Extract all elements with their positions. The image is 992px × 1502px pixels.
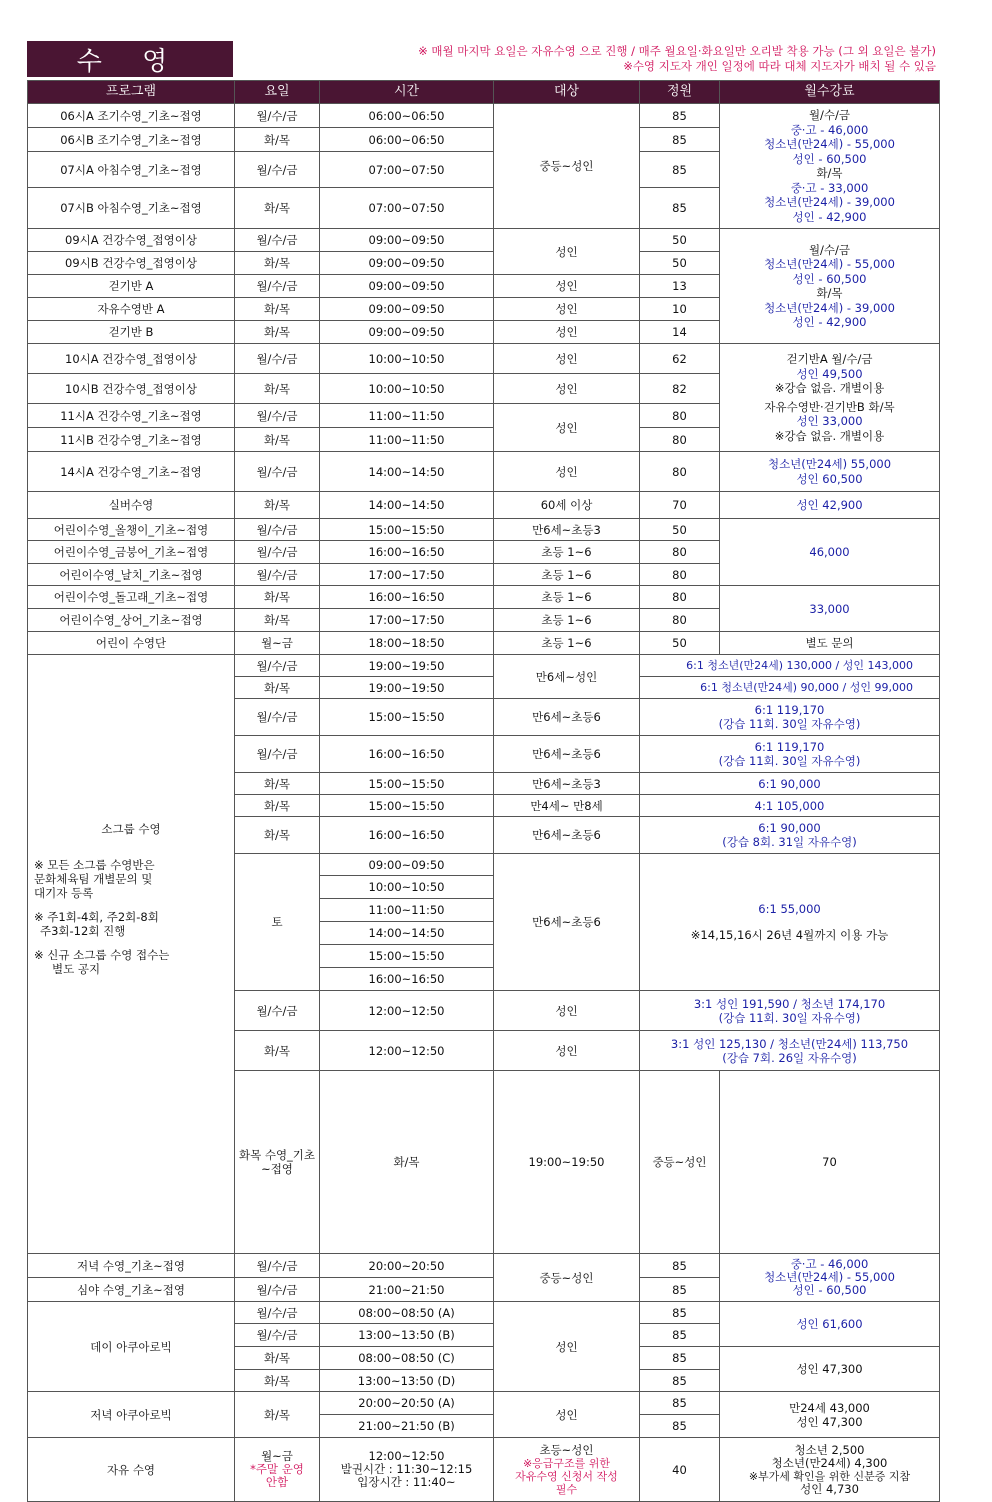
table-row: 월/수/금 12:00~12:50 성인 3:1 성인 191,590 / 청소년 174,170 (강습 11회. 30일 자유수영) [28, 991, 940, 1031]
table-row: 11시B 건강수영_기초~접영 화/목 11:00~11:50 80 [28, 428, 940, 452]
table-row: 어린이수영_올챙이_기초~접영 월/수/금 15:00~15:50 만6세~초등3 50 46,000 [28, 519, 940, 541]
table-row: 09시A 건강수영_접영이상 월/수/금 09:00~09:50 성인 50 월/수/금 청소년(만24세) - 55,000 성인 - 60,500 화/목 청소년(만24세) - 39,000 성인 - 42,900 [28, 229, 940, 252]
fee-cell: 걷기반A 월/수/금 성인 49,500 ※강습 없음. 개별이용 자유수영반·걷기반B 화/목 성인 33,000 ※강습 없음. 개별이용 [720, 344, 940, 452]
fee-cell: 청소년(만24세) 55,000 성인 60,500 [720, 452, 940, 492]
table-row [28, 104, 940, 128]
table-row: 월/수/금 16:00~16:50 만6세~초등6 6:1 119,170 (강습 11회. 30일 자유수영) [28, 736, 940, 773]
table-row: 화/목 19:00~19:50 6:1 청소년(만24세) 90,000 / 성인 99,000 [28, 677, 940, 699]
fee-cell: 월/수/금 청소년(만24세) - 55,000 성인 - 60,500 화/목 청소년(만24세) - 39,000 성인 - 42,900 [720, 229, 940, 344]
table-row: 화/목 16:00~16:50 만6세~초등6 6:1 90,000 (강습 8회. 31일 자유수영) [28, 817, 940, 854]
notice-1: ※ 매월 마지막 요일은 자유수영 으로 진행 / 매주 월요일·화요일만 오리발 착용 가능 (그 외 요일은 불가) [418, 44, 936, 58]
header-day: 요일 [235, 81, 320, 104]
table-row: 어린이수영_돌고래_기초~접영 화/목 16:00~16:50 초등 1~6 80 33,000 [28, 586, 940, 609]
table-row: 저녁 수영_기초~접영 월/수/금 20:00~20:50 중등~성인 85 중·고 - 46,000 청소년(만24세) - 55,000 성인 - 60,500 [28, 1254, 940, 1278]
table-row: 심야 수영_기초~접영 월/수/금 21:00~21:50 85 [28, 1278, 940, 1302]
header-program: 프로그램 [28, 81, 235, 104]
table-row: 화/목 15:00~15:50 만4세~ 만8세 4:1 105,000 [28, 795, 940, 817]
header-time: 시간 [320, 81, 494, 104]
table-row: 자유 수영 월~금 *주말 운영 안함 12:00~12:50 발권시간 : 11:30~12:15 입장시간 : 11:40~ 초등~성인 ※응급구조를 위한 자유수영 신청서 작성 필수 40 청소년 2,500 청소년(만24세) 4,300 ※부가세 확인을 위한 신분증 지참 성인 4,730 [28, 1438, 940, 1502]
table-row: 06시B 조기수영_기초~접영 화/목 06:00~06:50 85 [28, 128, 940, 152]
table-row: 실버수영 화/목 14:00~14:50 60세 이상 70 성인 42,900 [28, 492, 940, 519]
table-row: 07시A 아침수영_기초~접영 월/수/금 07:00~07:50 85 [28, 152, 940, 188]
table-row: 10시B 건강수영_접영이상 화/목 10:00~10:50 성인 82 [28, 374, 940, 404]
table-row: 데이 아쿠아로빅 월/수/금 08:00~08:50 (A) 성인 85 성인 61,600 [28, 1302, 940, 1324]
target-cell: 중등~성인 [494, 104, 640, 229]
table-row: 자유수영반 A 화/목 09:00~09:50 성인 10 [28, 298, 940, 321]
table-row: 09시B 건강수영_접영이상 화/목 09:00~09:50 50 [28, 252, 940, 275]
table-row: 월/수/금 15:00~15:50 만6세~초등6 6:1 119,170 (강습 11회. 30일 자유수영) [28, 699, 940, 736]
table-row: 소그룹 수영 ※ 모든 소그룹 수영반은 문화체육팀 개별문의 및 대기자 등록 ※ 주1회-4회, 주2회-8회 주3회-12회 진행 ※ 신규 소그룹 수영 접수는 별도 공지 월/수/금 19:00~19:50 만6세~성인 6:1 청소년(만24세) 130,000 / 성인 143,000 [28, 655, 940, 677]
capacity-cell: 85 [640, 104, 720, 128]
time-cell: 06:00~06:50 [320, 104, 494, 128]
table-row: 화/목 12:00~12:50 성인 3:1 성인 125,130 / 청소년(만24세) 113,750 (강습 7회. 26일 자유수영) [28, 1031, 940, 1071]
table-row: 07시B 아침수영_기초~접영 화/목 07:00~07:50 85 [28, 188, 940, 229]
table-row: 걷기반 B 화/목 09:00~09:50 성인 14 [28, 321, 940, 344]
table-row: 11시A 건강수영_기초~접영 월/수/금 11:00~11:50 성인 80 [28, 404, 940, 428]
table-row: 저녁 아쿠아로빅 화/목 20:00~20:50 (A) 성인 85 만24세 43,000 성인 47,300 [28, 1392, 940, 1415]
table-row: 어린이수영_날치_기초~접영 월/수/금 17:00~17:50 초등 1~6 80 [28, 564, 940, 586]
table-row: 걷기반 A 월/수/금 09:00~09:50 성인 13 [28, 275, 940, 298]
table-row: 10시A 건강수영_접영이상 월/수/금 10:00~10:50 성인 62 걷기반A 월/수/금 성인 49,500 ※강습 없음. 개별이용 자유수영반·걷기반B 화/목 성인 33,000 ※강습 없음. 개별이용 [28, 344, 940, 374]
table-row: 화/목 15:00~15:50 만6세~초등3 6:1 90,000 [28, 773, 940, 795]
header-capacity: 정원 [640, 81, 720, 104]
table-header-row [28, 81, 940, 104]
program-cell: 06시A 조기수영_기초~접영 [28, 104, 235, 128]
swim-schedule-table: 프로그램 요일 시간 대상 정원 월수강료 06시A 조기수영_기초~접영 월/수/금 06:00~06:50 중등~성인 85 월/수/금 중·고 - 46,000 청소년(만24세) - 55,000 성인 - 60,500 화/목 중·고 - 33,000 청소년(만24세) - 39,000 성인 - 42,900 06시B 조기수영_기초~접영 화/목 06:00~06:50 85 07시A 아침수영_기초~접영 월/수/금 07:00~07:50 85 07시B 아침수영_기초~접영 화/목 07:00~07:50 85 09시A 건강수영_접영이상 월/수/금 09:00~09:50 성인 50 월/수/금 청소년(만24세) - 55,000 성인 - 60,500 화/목 청소년(만24세) - 39,000 성인 - 42,900 09시B 건강수영_접영이상 화/목 09:00~09:50 50 걷기반 A 월/수/금 09:00~09:50 성인 13 자유수영반 A 화/목 09:00~09:50 성인 10 걷기반 B 화/목 09:00~09:50 성인 14 10시A 건강수영_접영이상 월/수/금 10:00~10:50 성인 62 걷기반A 월/수/금 성인 49,500 ※강습 없음. 개별이용 자유수영반·걷기반B 화/목 성인 33,000 ※강습 없음. 개별이용 10시B 건강수영_접영이상 화/목 10:00~10:50 성인 82 11시A 건강수영_기초~접영 월/수/금 11:00~11:50 성인 80 11시B 건강수영_기초~접영 화/목 11:00~11:50 80 14시A 건강수영_기초~접영 월/수/금 14:00~14:50 성인 80 청소년(만24세) 55,000 성인 60,500 실버수영 화/목 14:00~14:50 60세 이상 70 성인 42,900 어린이수영_올챙이_기초~접영 월/수/금 15:00~15:50 만6세~초등3 50 46,000 어린이수영_금붕어_기초~접영 월/수/금 16:00~16:50 초등 1~6 80 어린이수영_날치_기초~접영 월/수/금 17:00~17:50 초등 1~6 80 어린이수영_돌고래_기초~접영 화/목 16:00~16:50 초등 1~6 80 33,000 어린이수영_상어_기초~접영 화/목 17:00~17:50 초등 1~6 80 어린이 수영단 월~금 18:00~18:50 초등 1~6 50 별도 문의 소그룹 수영 ※ 모든 소그룹 수영반은 문화체육팀 개별문의 및 대기자 등록 ※ 주1회-4회, 주2회-8회 주3회-12회 진행 ※ 신규 소그룹 수영 접수는 별도 공지 월/수/금 19:00~19:50 만6세~성인 6:1 청소년(만24세) 130,000 / 성인 143,000 화/목 19:00~19:50 6:1 청소년(만24세) 90,000 / 성인 99,000 월/수/금 15:00~15:50 만6세~초등6 6:1 119,170 (강습 11회. 30일 자유수영) 월/수/금 16:00~16:50 만6세~초등6 6:1 119,170 (강습 11회. 30일 자유수영) 화/목 15:00~15:50 만6세~초등3 6:1 90,000 화/목 15:00~15:50 만4세~ 만8세 4:1 105,000 화/목 16:00~16:50 만6세~초등6 6:1 90,000 (강습 8회. 31일 자유수영) 토 09:00~09:50 만6세~초등6 6:1 55,000 ※14,15,16시 26년 4월까지 이용 가능 10:00~10:50 11:00~11:50 14:00~14:50 15:00~15:50 16:00~16:50 월/수/금 12:00~12:50 성인 3:1 성인 191,590 / 청소년 174,170 (강습 11회. 30일 자유수영) 화/목 12:00~12:50 성인 3:1 성인 125,130 / 청소년(만24세) 113,750 (강습 7회. 26일 자유수영) 화목 수영_기초~접영 화/목 19:00~19:50 중등~성인 70 저녁 수영_기초~접영 월/수/금 20:00~20:50 중등~성인 85 중·고 - 46,000 청소년(만24세) - 55,000 성인 - 60,500 심야 수영_기초~접영 월/수/금 21:00~21:50 85 데이 아쿠아로빅 월/수/금 08:00~08:50 (A) 성인 85 성인 61,600 월/수/금 13:00~13:50 (B) 85 화/목 08:00~08:50 (C) 85 성인 47,300 화/목 13:00~13:50 (D) 85 저녁 아쿠아로빅 화/목 20:00~20:50 (A) 성인 85 만24세 43,000 성인 47,300 21:00~21:50 (B) 85 자유 수영 월~금 *주말 운영 안함 12:00~12:50 발권시간 : 11:30~12:15 입장시간 : 11:40~ 초등~성인 ※응급구조를 위한 자유수영 신청서 작성 필수 40 청소년 2,500 청소년(만24세) 4,300 ※부가세 확인을 위한 신분증 지참 성인 4,730 [27, 80, 940, 1502]
table-row: 화목 수영_기초~접영 화/목 19:00~19:50 중등~성인 70 [28, 1071, 940, 1254]
table-row: 어린이 수영단 월~금 18:00~18:50 초등 1~6 50 별도 문의 [28, 632, 940, 655]
header-target: 대상 [494, 81, 640, 104]
table-row: 어린이수영_상어_기초~접영 화/목 17:00~17:50 초등 1~6 80 [28, 609, 940, 632]
small-group-cell: 소그룹 수영 ※ 모든 소그룹 수영반은 문화체육팀 개별문의 및 대기자 등록 ※ 주1회-4회, 주2회-8회 주3회-12회 진행 ※ 신규 소그룹 수영 접수는 별도 공지 [28, 655, 235, 1254]
table-row: 어린이수영_금붕어_기초~접영 월/수/금 16:00~16:50 초등 1~6 80 [28, 541, 940, 564]
table-row: 토 09:00~09:50 만6세~초등6 6:1 55,000 ※14,15,16시 26년 4월까지 이용 가능 [28, 854, 940, 876]
table-row: 14시A 건강수영_기초~접영 월/수/금 14:00~14:50 성인 80 청소년(만24세) 55,000 성인 60,500 [28, 452, 940, 492]
notice-2: ※수영 지도자 개인 일정에 따라 대체 지도자가 배치 될 수 있음 [623, 59, 936, 73]
header-fee: 월수강료 [720, 81, 940, 104]
page-title: 수 영 [27, 41, 233, 77]
day-cell: 월/수/금 [235, 104, 320, 128]
fee-cell: 월/수/금 중·고 - 46,000 청소년(만24세) - 55,000 성인 - 60,500 화/목 중·고 - 33,000 청소년(만24세) - 39,000 성인 - 42,900 [720, 104, 940, 229]
